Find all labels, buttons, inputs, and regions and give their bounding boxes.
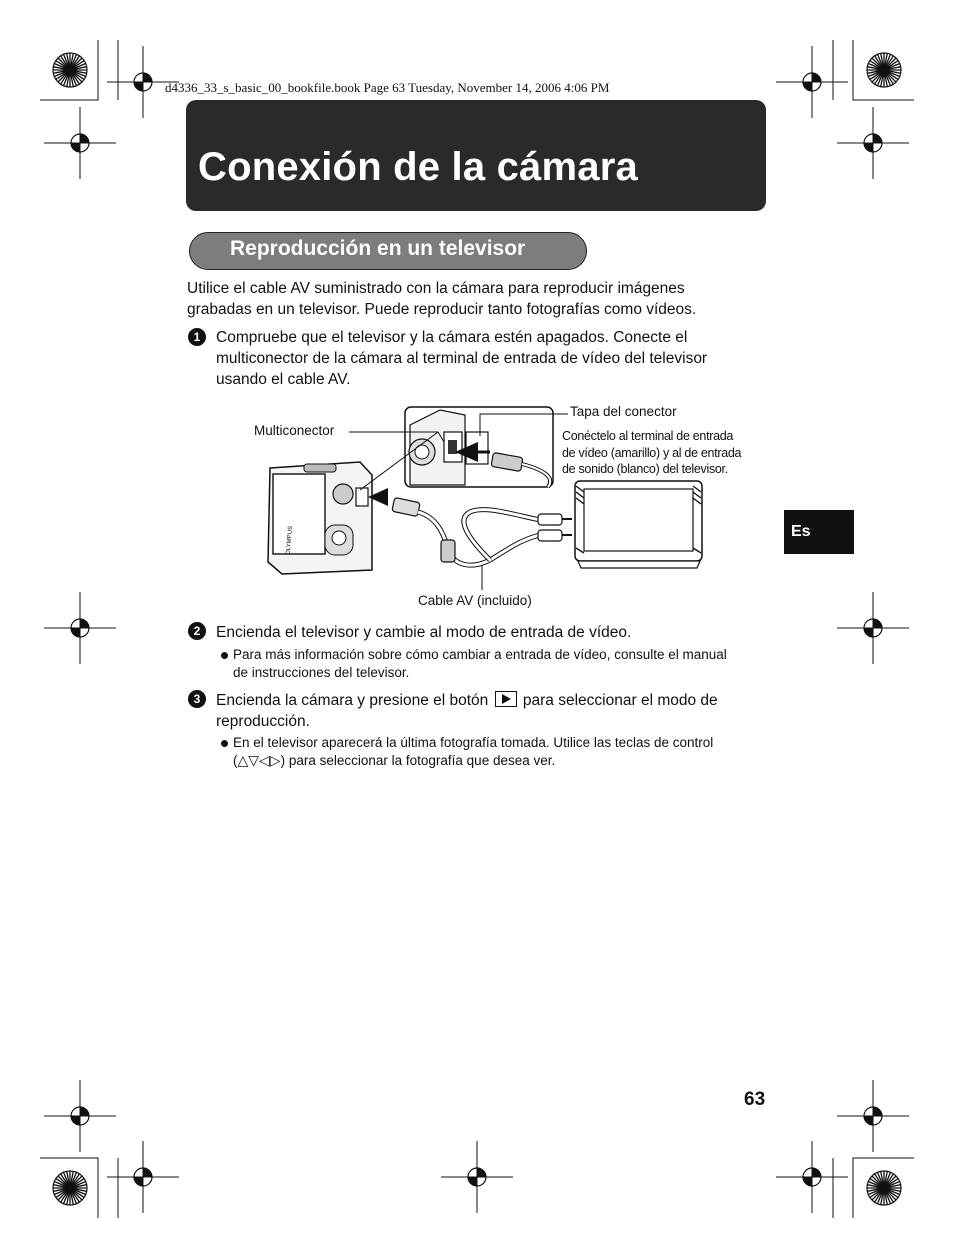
- step-3-text: [216, 690, 718, 732]
- step-number-2: 2: [188, 622, 206, 640]
- step-1-text: [216, 327, 707, 390]
- intro-line: Utilice el cable AV suministrado con la cámara para reproducir imágenes: [187, 280, 685, 297]
- label-tapa-del-conector: Tapa del conector: [570, 404, 677, 419]
- bullet-icon: [221, 652, 228, 659]
- page-title: Conexión de la cámara: [198, 145, 638, 189]
- label-cable-av: Cable AV (incluido): [418, 593, 532, 608]
- note-line: de vídeo (amarillo) y al de entrada: [562, 445, 742, 460]
- step-2-bullet: [233, 646, 727, 682]
- arrow-keys-icon: △▽◁▷: [237, 753, 281, 769]
- note-line: de sonido (blanco) del televisor.: [562, 462, 728, 476]
- step-number-1: 1: [188, 328, 206, 346]
- step-line: usando el cable AV.: [216, 371, 351, 388]
- step-line: Compruebe que el televisor y la cámara estén apagados. Conecte el: [216, 329, 688, 346]
- step-3-text-before: Encienda la cámara y presione el botón: [216, 692, 489, 709]
- file-info-header: d4336_33_s_basic_00_bookfile.book Page 63 Tuesday, November 14, 2006 4:06 PM: [165, 80, 610, 95]
- bullet-line-rest: ) para seleccionar la fotografía que desea ver.: [280, 753, 556, 768]
- bullet-icon: [221, 740, 228, 747]
- bullet-line: Para más información sobre cómo cambiar a entrada de vídeo, consulte el manual: [233, 647, 727, 662]
- camera-brand-text: OLYMPUS: [285, 525, 295, 556]
- step-number-3: 3: [188, 690, 206, 708]
- intro-paragraph: [187, 278, 696, 320]
- playback-button-icon: [495, 691, 517, 707]
- language-tab-label: Es: [791, 523, 811, 540]
- step-line: multiconector de la cámara al terminal de entrada de vídeo del televisor: [216, 350, 708, 367]
- page-number: 63: [744, 1089, 766, 1110]
- step-3-line2: reproducción.: [216, 713, 310, 730]
- connection-note: [562, 428, 741, 478]
- bullet-paren-open: (: [233, 753, 238, 768]
- language-tab: [784, 510, 854, 554]
- label-multiconector: Multiconector: [254, 423, 335, 438]
- step-3-text-after: para seleccionar el modo de: [522, 692, 718, 709]
- step-3-bullet: [233, 734, 713, 770]
- bullet-line: de instrucciones del televisor.: [233, 665, 410, 680]
- section-heading: Reproducción en un televisor: [230, 237, 526, 260]
- intro-line: grabadas en un televisor. Puede reproducir tanto fotografías como vídeos.: [187, 301, 697, 318]
- step-2-text: Encienda el televisor y cambie al modo de entrada de vídeo.: [216, 624, 632, 641]
- note-line: Conéctelo al terminal de entrada: [562, 429, 734, 443]
- bullet-line: En el televisor aparecerá la última fotografía tomada. Utilice las teclas de control: [233, 735, 714, 750]
